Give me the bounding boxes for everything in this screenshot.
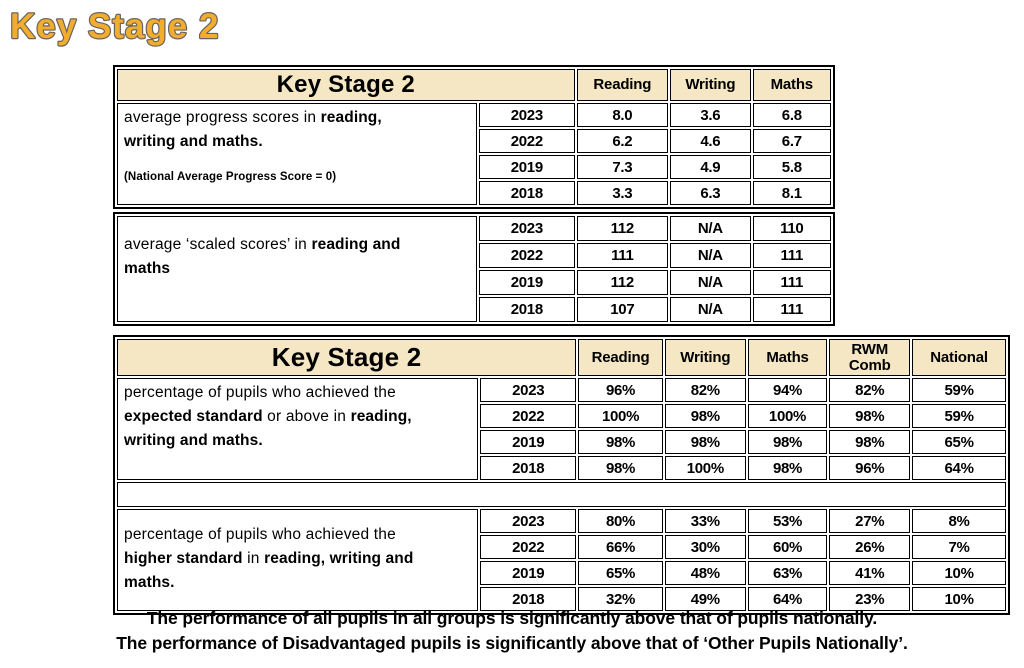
value-cell: 98% [665, 430, 746, 454]
year-cell: 2023 [480, 378, 576, 402]
value-cell: 111 [577, 243, 669, 268]
value-cell: 53% [748, 509, 828, 533]
value-cell: 3.6 [670, 103, 750, 127]
value-cell: 7.3 [577, 155, 669, 179]
table-row [117, 216, 831, 241]
table3-col-rwm-comb: RWM Comb [829, 339, 910, 376]
value-cell: 64% [912, 456, 1006, 480]
footer-line-2: The performance of Disadvantaged pupils is significantly above that of ‘Other Pupils Nationally’. [116, 633, 908, 653]
table1-description-text: average progress scores in reading, writing and maths. [124, 109, 382, 151]
value-cell: 110 [753, 216, 831, 241]
value-cell: 98% [748, 456, 828, 480]
value-cell: 96% [829, 456, 910, 480]
value-cell: 6.3 [670, 181, 750, 205]
table1-header-row [117, 69, 831, 101]
year-cell: 2019 [479, 270, 575, 295]
table1-col-writing: Writing [670, 69, 750, 101]
value-cell: 7% [912, 535, 1006, 559]
value-cell: 63% [748, 561, 828, 585]
value-cell: N/A [670, 216, 750, 241]
table1-col-reading: Reading [577, 69, 669, 101]
footer-line-1: The performance of all pupils in all groups is significantly above that of pupils nationally. [146, 608, 878, 628]
value-cell: 98% [578, 430, 663, 454]
year-cell: 2023 [479, 216, 575, 241]
value-cell: 4.6 [670, 129, 750, 153]
table-row [117, 378, 1006, 402]
value-cell: 80% [578, 509, 663, 533]
table1-description [117, 103, 477, 205]
page-title [6, 2, 346, 52]
value-cell: 3.3 [577, 181, 669, 205]
table1-description-note: (National Average Progress Score = 0) [124, 171, 337, 184]
value-cell: 82% [829, 378, 910, 402]
value-cell: 4.9 [670, 155, 750, 179]
value-cell: 33% [665, 509, 746, 533]
value-cell: 94% [748, 378, 828, 402]
value-cell: 32% [578, 587, 663, 611]
value-cell: 98% [829, 430, 910, 454]
value-cell: 5.8 [753, 155, 831, 179]
value-cell: 112 [577, 270, 669, 295]
value-cell: 27% [829, 509, 910, 533]
value-cell: 111 [753, 297, 831, 322]
value-cell: 26% [829, 535, 910, 559]
value-cell: 66% [578, 535, 663, 559]
year-cell: 2019 [480, 561, 576, 585]
value-cell: 10% [912, 587, 1006, 611]
value-cell: 59% [912, 378, 1006, 402]
table3-title: Key Stage 2 [117, 339, 576, 376]
year-cell: 2022 [479, 129, 575, 153]
value-cell: 100% [748, 404, 828, 428]
scaled-scores-table [113, 212, 835, 326]
table3-section1-description [117, 378, 478, 480]
year-cell: 2022 [480, 535, 576, 559]
value-cell: 98% [665, 404, 746, 428]
value-cell: 59% [912, 404, 1006, 428]
year-cell: 2018 [480, 587, 576, 611]
table3-col-writing: Writing [665, 339, 746, 376]
table-row [117, 103, 831, 127]
table3-col-maths: Maths [748, 339, 828, 376]
value-cell: 64% [748, 587, 828, 611]
year-cell: 2022 [479, 243, 575, 268]
value-cell: 100% [578, 404, 663, 428]
value-cell: 112 [577, 216, 669, 241]
value-cell: 60% [748, 535, 828, 559]
table3-section2-description [117, 509, 478, 611]
value-cell: 82% [665, 378, 746, 402]
value-cell: 23% [829, 587, 910, 611]
value-cell: 98% [748, 430, 828, 454]
year-cell: 2023 [479, 103, 575, 127]
table1-title: Key Stage 2 [117, 69, 575, 101]
value-cell: 107 [577, 297, 669, 322]
footer-statements [0, 606, 1024, 656]
table3-col-reading: Reading [578, 339, 663, 376]
value-cell: 8% [912, 509, 1006, 533]
value-cell: 65% [578, 561, 663, 585]
value-cell: 98% [578, 456, 663, 480]
value-cell: 48% [665, 561, 746, 585]
value-cell: 111 [753, 270, 831, 295]
attainment-table [113, 335, 1010, 615]
table2-description [117, 216, 477, 322]
table3-section1-description-text: percentage of pupils who achieved the expected standard or above in reading, writing and maths. [124, 384, 412, 450]
table3-section2-description-text: percentage of pupils who achieved the higher standard in reading, writing and maths. [124, 525, 414, 591]
table1-col-maths: Maths [753, 69, 831, 101]
value-cell: N/A [670, 270, 750, 295]
value-cell: 100% [665, 456, 746, 480]
table2-description-text: average ‘scaled scores’ in reading and maths [124, 236, 401, 278]
value-cell: 10% [912, 561, 1006, 585]
year-cell: 2023 [480, 509, 576, 533]
table3-col-national: National [912, 339, 1006, 376]
page-title-text: Key Stage 2 [10, 7, 220, 46]
year-cell: 2019 [480, 430, 576, 454]
year-cell: 2018 [480, 456, 576, 480]
value-cell: N/A [670, 243, 750, 268]
value-cell: 96% [578, 378, 663, 402]
value-cell: 65% [912, 430, 1006, 454]
value-cell: 98% [829, 404, 910, 428]
progress-scores-table [113, 65, 835, 209]
value-cell: 30% [665, 535, 746, 559]
year-cell: 2018 [479, 181, 575, 205]
table3-header-row [117, 339, 1006, 376]
value-cell: 111 [753, 243, 831, 268]
value-cell: 8.1 [753, 181, 831, 205]
value-cell: 6.2 [577, 129, 669, 153]
value-cell: 6.8 [753, 103, 831, 127]
year-cell: 2022 [480, 404, 576, 428]
value-cell: 41% [829, 561, 910, 585]
year-cell: 2018 [479, 297, 575, 322]
table-row [117, 509, 1006, 533]
value-cell: 6.7 [753, 129, 831, 153]
value-cell: 8.0 [577, 103, 669, 127]
spacer-row [117, 482, 1006, 507]
spacer-cell [117, 482, 1006, 507]
value-cell: 49% [665, 587, 746, 611]
year-cell: 2019 [479, 155, 575, 179]
value-cell: N/A [670, 297, 750, 322]
